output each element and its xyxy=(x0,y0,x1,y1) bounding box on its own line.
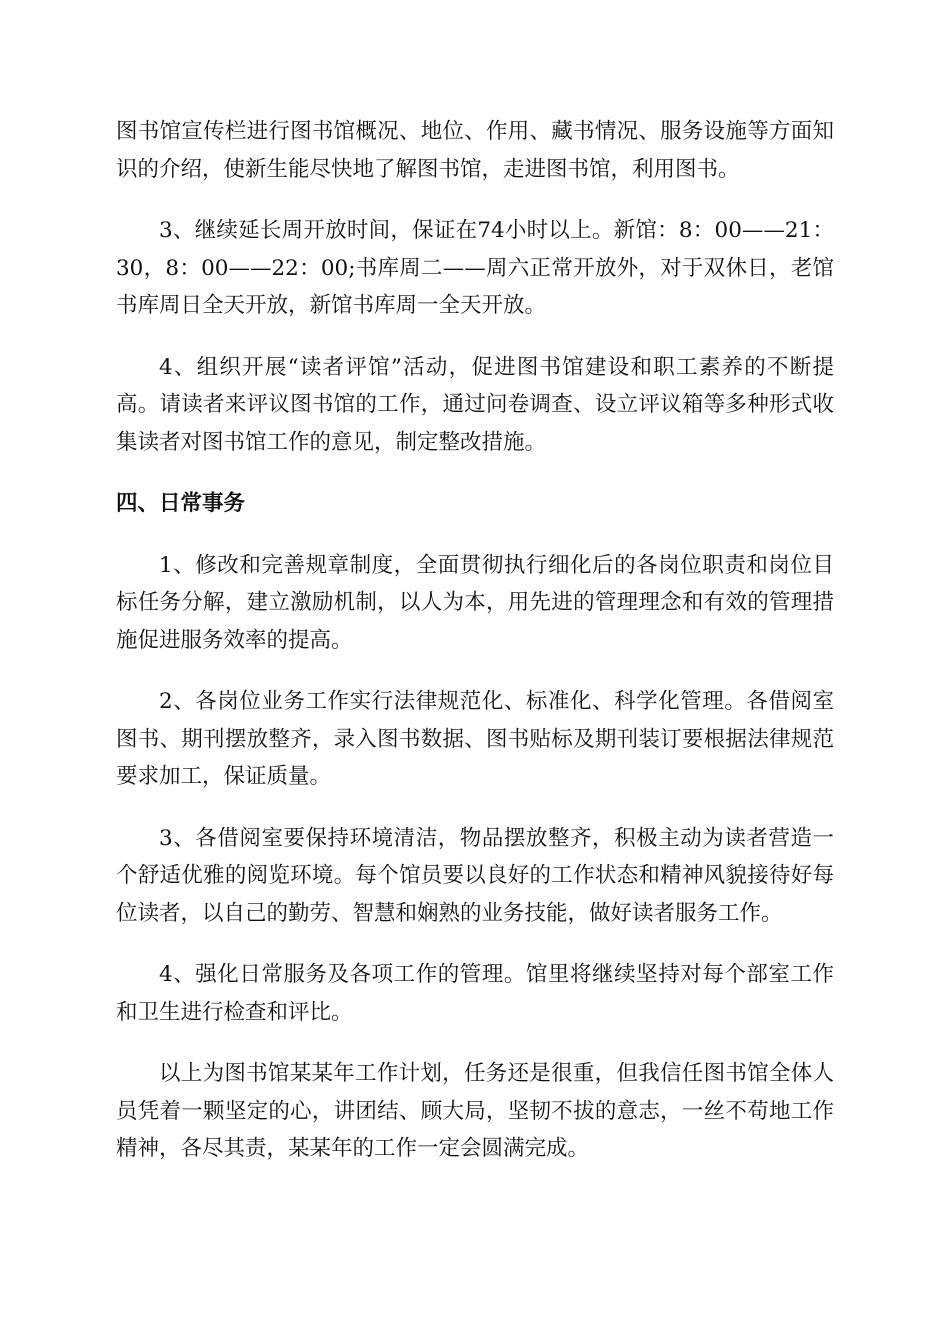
paragraph-conclusion: 以上为图书馆某某年工作计划，任务还是很重，但我信任图书馆全体人员凭着一颗坚定的心，讲团结、顾大局，坚韧不拔的意志，一丝不苟地工作精神，各尽其责，某某年的工作一定会圆满完成。 xyxy=(116,1061,834,1161)
paragraph-reader-evaluation: 4、组织开展“读者评馆”活动，促进图书馆建设和职工素养的不断提高。请读者来评议图书馆的工作，通过问卷调查、设立评议箱等多种形式收集读者对图书馆工作的意见，制定整改措施。 xyxy=(116,354,834,455)
paragraph-environment: 3、各借阅室要保持环境清洁，物品摆放整齐，积极主动为读者营造一个舒适优雅的阅览环境。每个馆员要以良好的工作状态和精神风貌接待好每位读者，以自己的勤劳、智慧和娴熟的业务技能，做好读者服务工作。 xyxy=(116,825,834,926)
paragraph-opening-hours: 3、继续延长周开放时间，保证在74小时以上。新馆：8：00——21：30，8：00——22：00;书库周二——周六正常开放外，对于双休日，老馆书库周日全天开放，新馆书库周一全天开放。 xyxy=(116,218,834,318)
paragraph-standardization: 2、各岗位业务工作实行法律规范化、标准化、科学化管理。各借阅室图书、期刊摆放整齐，录入图书数据、图书贴标及期刊装订要根据法律规范要求加工，保证质量。 xyxy=(116,689,834,789)
section-heading-daily-affairs: 四、日常事务 xyxy=(116,491,246,516)
paragraph-regulations: 1、修改和完善规章制度，全面贯彻执行细化后的各岗位职责和岗位目标任务分解，建立激励机制，以人为本，用先进的管理理念和有效的管理措施促进服务效率的提高。 xyxy=(116,552,834,653)
paragraph-library-intro: 图书馆宣传栏进行图书馆概况、地位、作用、藏书情况、服务设施等方面知识的介绍，使新生能尽快地了解图书馆，走进图书馆，利用图书。 xyxy=(116,119,834,182)
paragraph-management: 4、强化日常服务及各项工作的管理。馆里将继续坚持对每个部室工作和卫生进行检查和评比。 xyxy=(116,962,834,1025)
document-page xyxy=(116,113,834,1192)
